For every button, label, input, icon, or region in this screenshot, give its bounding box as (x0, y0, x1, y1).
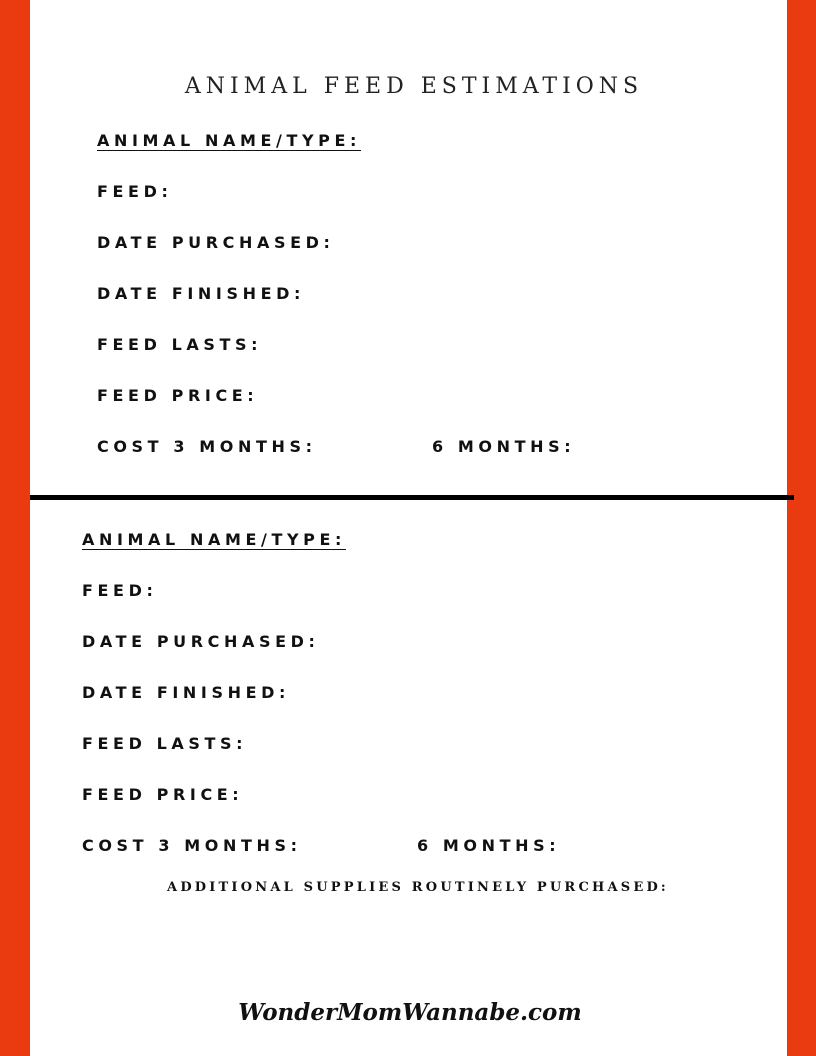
footer-website: WonderMomWannabe.com (238, 999, 582, 1026)
section2-cost-3-months-label: COST 3 MONTHS: (82, 836, 302, 855)
section1-animal-name-type-label: ANIMAL NAME/TYPE: (97, 131, 362, 150)
section2-feed-label: FEED: (82, 581, 158, 600)
section2-6-months-label: 6 MONTHS: (417, 836, 561, 855)
section2-feed-price-label: FEED PRICE: (82, 785, 244, 804)
section1-feed-price-label: FEED PRICE: (97, 386, 259, 405)
page-title: ANIMAL FEED ESTIMATIONS (184, 74, 644, 99)
right-orange-border (787, 0, 816, 1056)
section-divider (30, 495, 794, 500)
section2-animal-name-type-label: ANIMAL NAME/TYPE: (82, 530, 347, 549)
section1-feed-label: FEED: (97, 182, 173, 201)
section2-date-finished-label: DATE FINISHED: (82, 683, 290, 702)
left-orange-border (0, 0, 30, 1056)
section1-feed-lasts-label: FEED LASTS: (97, 335, 263, 354)
section1-date-purchased-label: DATE PURCHASED: (97, 233, 335, 252)
section2-date-purchased-label: DATE PURCHASED: (82, 632, 320, 651)
section1-date-finished-label: DATE FINISHED: (97, 284, 305, 303)
section1-6-months-label: 6 MONTHS: (432, 437, 576, 456)
additional-supplies-heading: ADDITIONAL SUPPLIES ROUTINELY PURCHASED: (167, 880, 669, 895)
section2-feed-lasts-label: FEED LASTS: (82, 734, 248, 753)
section1-cost-3-months-label: COST 3 MONTHS: (97, 437, 317, 456)
